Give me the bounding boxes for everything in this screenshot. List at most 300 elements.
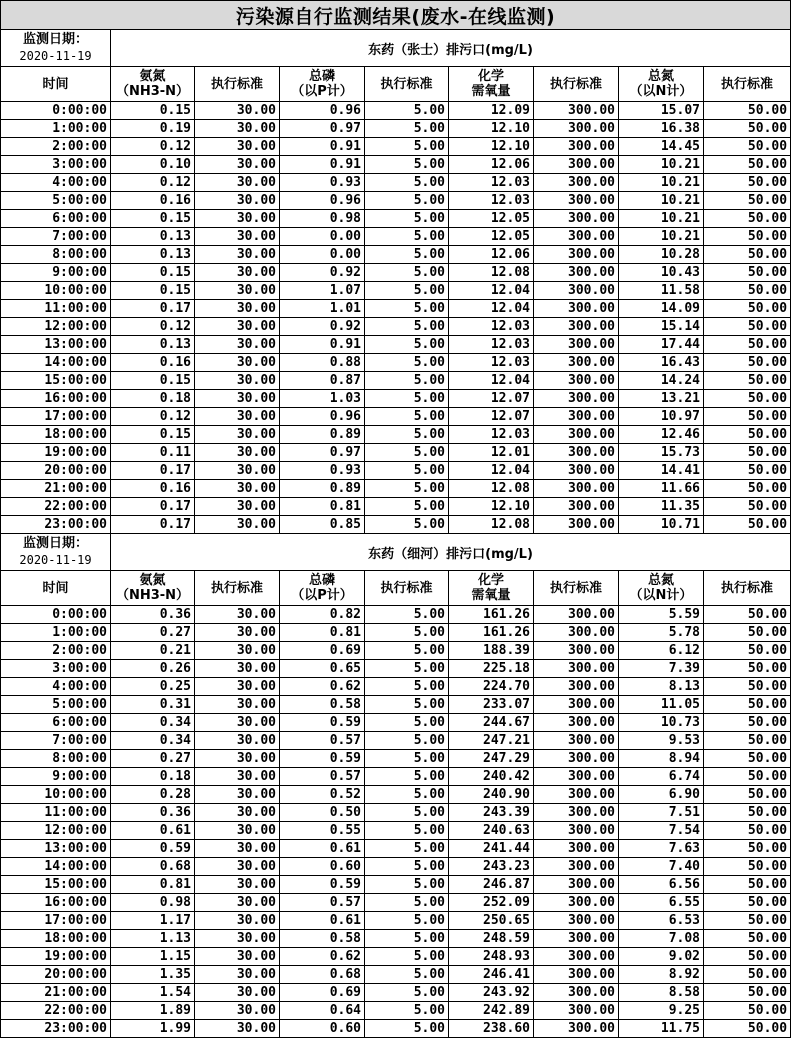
total-nitrogen-cell: 11.75 xyxy=(619,1020,704,1038)
nitrogen-standard-cell: 50.00 xyxy=(704,408,791,426)
cod-cell: 238.60 xyxy=(449,1020,534,1038)
phosphorus-standard-cell: 5.00 xyxy=(365,786,449,804)
cod-standard-cell: 300.00 xyxy=(534,876,619,894)
header-cod-line1: 化学 xyxy=(477,69,504,84)
cod-standard-cell: 300.00 xyxy=(534,210,619,228)
table-row xyxy=(1,696,791,714)
nitrogen-standard-cell: 50.00 xyxy=(704,1002,791,1020)
header-ammonia xyxy=(111,571,195,606)
nitrogen-standard-cell: 50.00 xyxy=(704,750,791,768)
total-nitrogen-cell: 13.21 xyxy=(619,390,704,408)
time-cell: 8:00:00 xyxy=(1,246,111,264)
total-nitrogen-cell: 10.21 xyxy=(619,174,704,192)
cod-cell: 243.23 xyxy=(449,858,534,876)
cod-standard-cell: 300.00 xyxy=(534,1020,619,1038)
phosphorus-standard-cell: 5.00 xyxy=(365,390,449,408)
ammonia-standard-cell: 30.00 xyxy=(195,894,280,912)
total-nitrogen-cell: 10.28 xyxy=(619,246,704,264)
total-nitrogen-cell: 8.92 xyxy=(619,966,704,984)
ammonia-cell: 1.99 xyxy=(111,1020,195,1038)
time-cell: 2:00:00 xyxy=(1,642,111,660)
ammonia-cell: 0.34 xyxy=(111,714,195,732)
time-cell: 14:00:00 xyxy=(1,354,111,372)
total-phosphorus-cell: 0.61 xyxy=(280,840,365,858)
ammonia-standard-cell: 30.00 xyxy=(195,138,280,156)
section-info-row xyxy=(1,30,791,67)
phosphorus-standard-cell: 5.00 xyxy=(365,156,449,174)
phosphorus-standard-cell: 5.00 xyxy=(365,642,449,660)
total-phosphorus-cell: 0.59 xyxy=(280,876,365,894)
phosphorus-standard-cell: 5.00 xyxy=(365,336,449,354)
cod-cell: 250.65 xyxy=(449,912,534,930)
table-row xyxy=(1,444,791,462)
total-nitrogen-cell: 11.66 xyxy=(619,480,704,498)
total-nitrogen-cell: 7.63 xyxy=(619,840,704,858)
table-row xyxy=(1,354,791,372)
phosphorus-standard-cell: 5.00 xyxy=(365,822,449,840)
table-row xyxy=(1,840,791,858)
ammonia-cell: 0.15 xyxy=(111,210,195,228)
total-phosphorus-cell: 0.69 xyxy=(280,984,365,1002)
header-time: 时间 xyxy=(1,67,111,102)
total-phosphorus-cell: 0.00 xyxy=(280,228,365,246)
nitrogen-standard-cell: 50.00 xyxy=(704,102,791,120)
table-row xyxy=(1,192,791,210)
ammonia-cell: 0.27 xyxy=(111,624,195,642)
cod-cell: 225.18 xyxy=(449,660,534,678)
nitrogen-standard-cell: 50.00 xyxy=(704,912,791,930)
ammonia-cell: 1.17 xyxy=(111,912,195,930)
header-total-phosphorus-line2: （以P计） xyxy=(291,588,353,603)
cod-standard-cell: 300.00 xyxy=(534,822,619,840)
nitrogen-standard-cell: 50.00 xyxy=(704,462,791,480)
ammonia-standard-cell: 30.00 xyxy=(195,732,280,750)
header-total-nitrogen-line1: 总氮 xyxy=(647,573,674,588)
cod-standard-cell: 300.00 xyxy=(534,264,619,282)
ammonia-standard-cell: 30.00 xyxy=(195,336,280,354)
nitrogen-standard-cell: 50.00 xyxy=(704,480,791,498)
time-cell: 7:00:00 xyxy=(1,228,111,246)
ammonia-standard-cell: 30.00 xyxy=(195,426,280,444)
ammonia-standard-cell: 30.00 xyxy=(195,444,280,462)
cod-standard-cell: 300.00 xyxy=(534,660,619,678)
total-phosphorus-cell: 0.50 xyxy=(280,804,365,822)
nitrogen-standard-cell: 50.00 xyxy=(704,282,791,300)
cod-standard-cell: 300.00 xyxy=(534,696,619,714)
ammonia-standard-cell: 30.00 xyxy=(195,858,280,876)
cod-standard-cell: 300.00 xyxy=(534,408,619,426)
total-phosphorus-cell: 0.00 xyxy=(280,246,365,264)
nitrogen-standard-cell: 50.00 xyxy=(704,246,791,264)
total-phosphorus-cell: 0.87 xyxy=(280,372,365,390)
total-phosphorus-cell: 0.52 xyxy=(280,786,365,804)
ammonia-standard-cell: 30.00 xyxy=(195,696,280,714)
total-phosphorus-cell: 0.82 xyxy=(280,606,365,624)
total-nitrogen-cell: 9.53 xyxy=(619,732,704,750)
cod-cell: 246.87 xyxy=(449,876,534,894)
cod-cell: 247.21 xyxy=(449,732,534,750)
header-time: 时间 xyxy=(1,571,111,606)
total-nitrogen-cell: 11.58 xyxy=(619,282,704,300)
table-row xyxy=(1,912,791,930)
table-row xyxy=(1,300,791,318)
time-cell: 10:00:00 xyxy=(1,786,111,804)
table-row xyxy=(1,804,791,822)
time-cell: 19:00:00 xyxy=(1,948,111,966)
ammonia-standard-cell: 30.00 xyxy=(195,210,280,228)
cod-standard-cell: 300.00 xyxy=(534,300,619,318)
phosphorus-standard-cell: 5.00 xyxy=(365,516,449,534)
table-row xyxy=(1,498,791,516)
time-cell: 5:00:00 xyxy=(1,696,111,714)
ammonia-cell: 0.12 xyxy=(111,408,195,426)
nitrogen-standard-cell: 50.00 xyxy=(704,372,791,390)
cod-cell: 241.44 xyxy=(449,840,534,858)
table-row xyxy=(1,120,791,138)
cod-standard-cell: 300.00 xyxy=(534,336,619,354)
cod-standard-cell: 300.00 xyxy=(534,192,619,210)
total-phosphorus-cell: 0.97 xyxy=(280,120,365,138)
cod-cell: 12.05 xyxy=(449,228,534,246)
ammonia-cell: 1.89 xyxy=(111,1002,195,1020)
time-cell: 9:00:00 xyxy=(1,768,111,786)
cod-standard-cell: 300.00 xyxy=(534,282,619,300)
cod-cell: 240.90 xyxy=(449,786,534,804)
cod-standard-cell: 300.00 xyxy=(534,768,619,786)
header-cod xyxy=(449,67,534,102)
table-row xyxy=(1,786,791,804)
phosphorus-standard-cell: 5.00 xyxy=(365,912,449,930)
ammonia-standard-cell: 30.00 xyxy=(195,372,280,390)
cod-standard-cell: 300.00 xyxy=(534,120,619,138)
cod-standard-cell: 300.00 xyxy=(534,912,619,930)
time-cell: 3:00:00 xyxy=(1,660,111,678)
table-row xyxy=(1,642,791,660)
total-nitrogen-cell: 10.97 xyxy=(619,408,704,426)
time-cell: 4:00:00 xyxy=(1,174,111,192)
time-cell: 1:00:00 xyxy=(1,120,111,138)
time-cell: 15:00:00 xyxy=(1,876,111,894)
ammonia-standard-cell: 30.00 xyxy=(195,804,280,822)
title-row xyxy=(1,1,791,30)
cod-standard-cell: 300.00 xyxy=(534,732,619,750)
header-standard: 执行标准 xyxy=(365,571,449,606)
time-cell: 4:00:00 xyxy=(1,678,111,696)
table-row xyxy=(1,714,791,732)
ammonia-cell: 0.59 xyxy=(111,840,195,858)
ammonia-cell: 0.27 xyxy=(111,750,195,768)
ammonia-cell: 0.15 xyxy=(111,102,195,120)
time-cell: 21:00:00 xyxy=(1,984,111,1002)
ammonia-standard-cell: 30.00 xyxy=(195,822,280,840)
ammonia-cell: 0.15 xyxy=(111,282,195,300)
total-phosphorus-cell: 0.59 xyxy=(280,714,365,732)
ammonia-standard-cell: 30.00 xyxy=(195,606,280,624)
nitrogen-standard-cell: 50.00 xyxy=(704,786,791,804)
total-nitrogen-cell: 14.41 xyxy=(619,462,704,480)
total-phosphorus-cell: 0.98 xyxy=(280,210,365,228)
phosphorus-standard-cell: 5.00 xyxy=(365,246,449,264)
ammonia-standard-cell: 30.00 xyxy=(195,264,280,282)
cod-cell: 12.10 xyxy=(449,120,534,138)
table-row xyxy=(1,480,791,498)
monitoring-date xyxy=(1,534,111,571)
nitrogen-standard-cell: 50.00 xyxy=(704,696,791,714)
time-cell: 17:00:00 xyxy=(1,408,111,426)
nitrogen-standard-cell: 50.00 xyxy=(704,210,791,228)
cod-standard-cell: 300.00 xyxy=(534,354,619,372)
ammonia-cell: 0.68 xyxy=(111,858,195,876)
cod-standard-cell: 300.00 xyxy=(534,444,619,462)
phosphorus-standard-cell: 5.00 xyxy=(365,498,449,516)
phosphorus-standard-cell: 5.00 xyxy=(365,354,449,372)
nitrogen-standard-cell: 50.00 xyxy=(704,678,791,696)
column-header-row xyxy=(1,67,791,102)
total-nitrogen-cell: 12.46 xyxy=(619,426,704,444)
total-nitrogen-cell: 14.09 xyxy=(619,300,704,318)
total-nitrogen-cell: 6.56 xyxy=(619,876,704,894)
ammonia-standard-cell: 30.00 xyxy=(195,480,280,498)
total-nitrogen-cell: 9.02 xyxy=(619,948,704,966)
phosphorus-standard-cell: 5.00 xyxy=(365,966,449,984)
cod-cell: 12.04 xyxy=(449,372,534,390)
table-row xyxy=(1,174,791,192)
total-phosphorus-cell: 0.68 xyxy=(280,966,365,984)
total-phosphorus-cell: 0.91 xyxy=(280,138,365,156)
phosphorus-standard-cell: 5.00 xyxy=(365,1002,449,1020)
cod-cell: 240.63 xyxy=(449,822,534,840)
table-row xyxy=(1,426,791,444)
total-phosphorus-cell: 0.60 xyxy=(280,1020,365,1038)
phosphorus-standard-cell: 5.00 xyxy=(365,480,449,498)
cod-standard-cell: 300.00 xyxy=(534,786,619,804)
header-standard: 执行标准 xyxy=(195,571,280,606)
total-nitrogen-cell: 14.24 xyxy=(619,372,704,390)
cod-standard-cell: 300.00 xyxy=(534,804,619,822)
ammonia-standard-cell: 30.00 xyxy=(195,282,280,300)
cod-standard-cell: 300.00 xyxy=(534,138,619,156)
time-cell: 13:00:00 xyxy=(1,336,111,354)
cod-cell: 248.93 xyxy=(449,948,534,966)
header-total-phosphorus-line2: （以P计） xyxy=(291,84,353,99)
cod-standard-cell: 300.00 xyxy=(534,246,619,264)
time-cell: 9:00:00 xyxy=(1,264,111,282)
nitrogen-standard-cell: 50.00 xyxy=(704,966,791,984)
nitrogen-standard-cell: 50.00 xyxy=(704,138,791,156)
header-standard: 执行标准 xyxy=(534,67,619,102)
nitrogen-standard-cell: 50.00 xyxy=(704,228,791,246)
table-row xyxy=(1,264,791,282)
cod-standard-cell: 300.00 xyxy=(534,624,619,642)
phosphorus-standard-cell: 5.00 xyxy=(365,318,449,336)
nitrogen-standard-cell: 50.00 xyxy=(704,984,791,1002)
nitrogen-standard-cell: 50.00 xyxy=(704,822,791,840)
phosphorus-standard-cell: 5.00 xyxy=(365,1020,449,1038)
time-cell: 17:00:00 xyxy=(1,912,111,930)
time-cell: 11:00:00 xyxy=(1,300,111,318)
header-cod-line2: 需氧量 xyxy=(471,588,511,603)
phosphorus-standard-cell: 5.00 xyxy=(365,210,449,228)
total-nitrogen-cell: 11.05 xyxy=(619,696,704,714)
cod-cell: 12.08 xyxy=(449,516,534,534)
ammonia-standard-cell: 30.00 xyxy=(195,156,280,174)
cod-standard-cell: 300.00 xyxy=(534,714,619,732)
table-row xyxy=(1,750,791,768)
total-phosphorus-cell: 0.58 xyxy=(280,696,365,714)
ammonia-cell: 0.17 xyxy=(111,462,195,480)
ammonia-cell: 0.16 xyxy=(111,192,195,210)
nitrogen-standard-cell: 50.00 xyxy=(704,660,791,678)
total-phosphorus-cell: 0.85 xyxy=(280,516,365,534)
ammonia-standard-cell: 30.00 xyxy=(195,624,280,642)
time-cell: 13:00:00 xyxy=(1,840,111,858)
cod-standard-cell: 300.00 xyxy=(534,606,619,624)
header-standard: 执行标准 xyxy=(704,571,791,606)
ammonia-cell: 0.16 xyxy=(111,480,195,498)
time-cell: 6:00:00 xyxy=(1,714,111,732)
total-nitrogen-cell: 15.73 xyxy=(619,444,704,462)
total-phosphorus-cell: 0.60 xyxy=(280,858,365,876)
cod-cell: 12.03 xyxy=(449,174,534,192)
ammonia-cell: 0.26 xyxy=(111,660,195,678)
ammonia-cell: 1.15 xyxy=(111,948,195,966)
total-phosphorus-cell: 0.59 xyxy=(280,750,365,768)
header-total-nitrogen-line2: （以N计） xyxy=(629,588,693,603)
ammonia-standard-cell: 30.00 xyxy=(195,390,280,408)
ammonia-standard-cell: 30.00 xyxy=(195,318,280,336)
header-ammonia-line2: （NH3-N） xyxy=(115,84,190,99)
time-cell: 8:00:00 xyxy=(1,750,111,768)
cod-cell: 161.26 xyxy=(449,624,534,642)
total-nitrogen-cell: 6.12 xyxy=(619,642,704,660)
ammonia-cell: 0.10 xyxy=(111,156,195,174)
ammonia-standard-cell: 30.00 xyxy=(195,408,280,426)
phosphorus-standard-cell: 5.00 xyxy=(365,120,449,138)
header-ammonia-line1: 氨氮 xyxy=(139,573,166,588)
nitrogen-standard-cell: 50.00 xyxy=(704,804,791,822)
total-phosphorus-cell: 0.62 xyxy=(280,948,365,966)
time-cell: 12:00:00 xyxy=(1,318,111,336)
cod-cell: 12.04 xyxy=(449,300,534,318)
phosphorus-standard-cell: 5.00 xyxy=(365,876,449,894)
ammonia-standard-cell: 30.00 xyxy=(195,498,280,516)
phosphorus-standard-cell: 5.00 xyxy=(365,228,449,246)
table-row xyxy=(1,894,791,912)
cod-cell: 12.10 xyxy=(449,498,534,516)
nitrogen-standard-cell: 50.00 xyxy=(704,318,791,336)
table-row xyxy=(1,516,791,534)
total-nitrogen-cell: 7.40 xyxy=(619,858,704,876)
table-row xyxy=(1,624,791,642)
total-nitrogen-cell: 10.43 xyxy=(619,264,704,282)
total-nitrogen-cell: 15.14 xyxy=(619,318,704,336)
cod-standard-cell: 300.00 xyxy=(534,498,619,516)
ammonia-cell: 0.31 xyxy=(111,696,195,714)
cod-standard-cell: 300.00 xyxy=(534,678,619,696)
total-phosphorus-cell: 0.64 xyxy=(280,1002,365,1020)
total-nitrogen-cell: 10.21 xyxy=(619,210,704,228)
total-phosphorus-cell: 0.93 xyxy=(280,462,365,480)
ammonia-cell: 0.15 xyxy=(111,264,195,282)
header-total-nitrogen-line2: （以N计） xyxy=(629,84,693,99)
cod-standard-cell: 300.00 xyxy=(534,156,619,174)
total-phosphorus-cell: 0.57 xyxy=(280,894,365,912)
cod-standard-cell: 300.00 xyxy=(534,462,619,480)
phosphorus-standard-cell: 5.00 xyxy=(365,714,449,732)
page-title: 污染源自行监测结果(废水-在线监测) xyxy=(1,1,791,30)
ammonia-cell: 0.17 xyxy=(111,300,195,318)
table-row xyxy=(1,210,791,228)
ammonia-cell: 0.15 xyxy=(111,426,195,444)
phosphorus-standard-cell: 5.00 xyxy=(365,768,449,786)
time-cell: 0:00:00 xyxy=(1,606,111,624)
cod-standard-cell: 300.00 xyxy=(534,984,619,1002)
total-phosphorus-cell: 0.57 xyxy=(280,768,365,786)
ammonia-cell: 0.28 xyxy=(111,786,195,804)
phosphorus-standard-cell: 5.00 xyxy=(365,984,449,1002)
ammonia-cell: 0.18 xyxy=(111,390,195,408)
header-total-nitrogen xyxy=(619,67,704,102)
time-cell: 21:00:00 xyxy=(1,480,111,498)
total-nitrogen-cell: 7.54 xyxy=(619,822,704,840)
header-total-phosphorus-line1: 总磷 xyxy=(308,573,335,588)
header-total-nitrogen-line1: 总氮 xyxy=(647,69,674,84)
cod-standard-cell: 300.00 xyxy=(534,318,619,336)
total-phosphorus-cell: 1.01 xyxy=(280,300,365,318)
ammonia-standard-cell: 30.00 xyxy=(195,228,280,246)
cod-standard-cell: 300.00 xyxy=(534,102,619,120)
table-row xyxy=(1,1020,791,1038)
cod-cell: 12.04 xyxy=(449,462,534,480)
header-cod-line2: 需氧量 xyxy=(471,84,511,99)
cod-standard-cell: 300.00 xyxy=(534,642,619,660)
total-phosphorus-cell: 0.55 xyxy=(280,822,365,840)
nitrogen-standard-cell: 50.00 xyxy=(704,444,791,462)
ammonia-cell: 1.54 xyxy=(111,984,195,1002)
total-phosphorus-cell: 0.89 xyxy=(280,480,365,498)
time-cell: 12:00:00 xyxy=(1,822,111,840)
cod-standard-cell: 300.00 xyxy=(534,840,619,858)
phosphorus-standard-cell: 5.00 xyxy=(365,282,449,300)
table-row xyxy=(1,390,791,408)
ammonia-standard-cell: 30.00 xyxy=(195,966,280,984)
total-phosphorus-cell: 1.03 xyxy=(280,390,365,408)
ammonia-standard-cell: 30.00 xyxy=(195,642,280,660)
cod-standard-cell: 300.00 xyxy=(534,480,619,498)
table-row xyxy=(1,336,791,354)
ammonia-standard-cell: 30.00 xyxy=(195,1002,280,1020)
ammonia-cell: 0.81 xyxy=(111,876,195,894)
ammonia-standard-cell: 30.00 xyxy=(195,354,280,372)
phosphorus-standard-cell: 5.00 xyxy=(365,192,449,210)
header-cod-line1: 化学 xyxy=(477,573,504,588)
total-nitrogen-cell: 8.94 xyxy=(619,750,704,768)
table-row xyxy=(1,660,791,678)
cod-cell: 12.07 xyxy=(449,408,534,426)
table-row xyxy=(1,768,791,786)
phosphorus-standard-cell: 5.00 xyxy=(365,678,449,696)
table-row xyxy=(1,102,791,120)
nitrogen-standard-cell: 50.00 xyxy=(704,606,791,624)
phosphorus-standard-cell: 5.00 xyxy=(365,660,449,678)
ammonia-cell: 0.98 xyxy=(111,894,195,912)
header-ammonia-line2: （NH3-N） xyxy=(115,588,190,603)
cod-standard-cell: 300.00 xyxy=(534,1002,619,1020)
ammonia-standard-cell: 30.00 xyxy=(195,174,280,192)
section-info-row xyxy=(1,534,791,571)
cod-standard-cell: 300.00 xyxy=(534,390,619,408)
ammonia-standard-cell: 30.00 xyxy=(195,660,280,678)
